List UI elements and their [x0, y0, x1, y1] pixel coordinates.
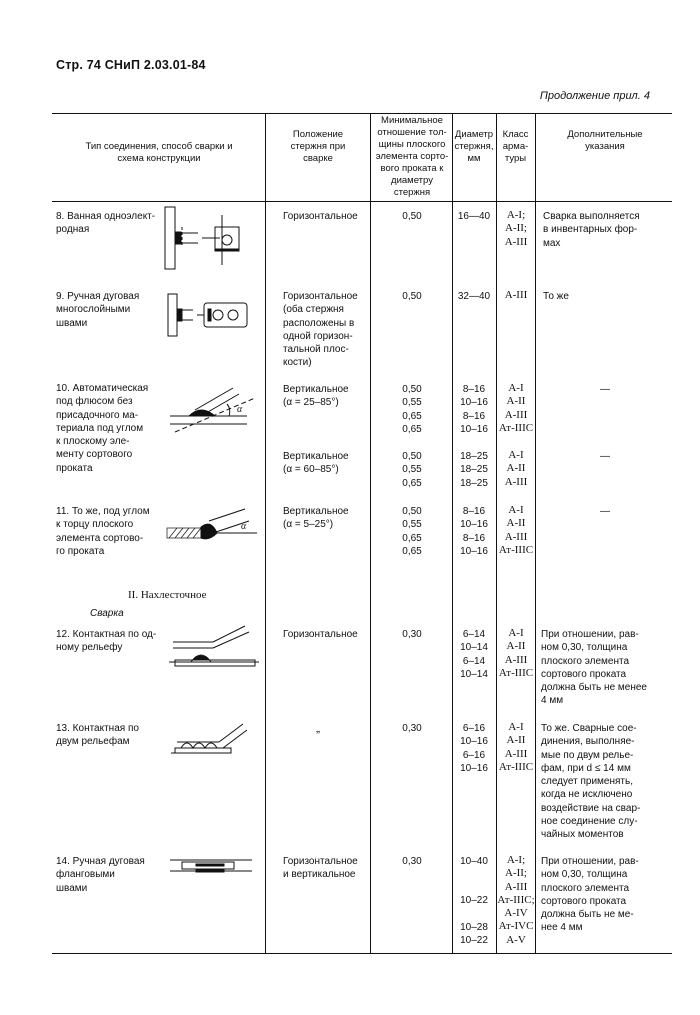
row-14-note: При отношении, рав- ном 0,30, толщина плоского элемента сортового проката должна быть не ме- нее 4 мм: [541, 856, 639, 934]
row-8-type: 8. Ванная одноэлект- родная: [56, 211, 156, 236]
row-9-ratio: 0,50: [402, 291, 422, 302]
row-10-position-a: Вертикальное (α = 25–85°): [283, 384, 349, 409]
row-11-ratio: 0,50 0,55 0,65 0,65: [402, 506, 422, 557]
end-angle-weld-diagram: [165, 505, 260, 550]
row-9-position: Горизонтальное (оба стержня расположены в одной горизон- тальной плос- кости): [283, 291, 358, 369]
column-divider: [265, 113, 266, 953]
section-title: II. Нахлесточное: [128, 589, 207, 601]
column-header-class: Класс арма- туры: [502, 129, 529, 164]
table-header-rule: [52, 201, 672, 202]
column-header-diameter: Диаметр стержня, мм: [454, 129, 494, 164]
row-11-type: 11. То же, под углом к торцу плоского элемента сортово- го проката: [56, 506, 150, 557]
row-10-ratio-a: 0,50 0,55 0,65 0,65: [402, 384, 422, 435]
row-9-class: А-III: [504, 289, 528, 301]
column-header-notes: Дополнительные указания: [567, 129, 643, 152]
section-subtitle: Сварка: [90, 608, 124, 619]
table-bottom-rule: [52, 953, 672, 954]
row-9-note: То же: [543, 291, 569, 302]
row-10-class-b: А-I А-II А-III: [504, 449, 528, 488]
row-12-diameter: 6–14 10–14 6–14 10–14: [460, 629, 488, 680]
row-8-ratio: 0,50: [402, 211, 422, 222]
column-header-position: Положение стержня при сварке: [290, 129, 346, 164]
row-11-position: Вертикальное (α = 5–25°): [283, 506, 349, 531]
row-10-type: 10. Автоматическая под флюсом без присадочного ма- териала под углом к плоскому эле- менту сортового проката: [56, 383, 149, 474]
row-12-class: А-I А-II А-III Ат-IIIС: [498, 627, 534, 679]
row-12-position: Горизонтальное: [283, 629, 358, 640]
row-14-diameter-b: 10–22 10–28 10–22: [460, 895, 488, 946]
row-14-diameter-a: 10–40: [460, 856, 488, 867]
row-12-type: 12. Контактная по од- ному рельефу: [56, 629, 157, 654]
row-9-type: 9. Ручная дуговая многослойными швами: [56, 291, 140, 329]
continuation-label: Продолжение прил. 4: [539, 90, 650, 102]
row-13-type: 13. Контактная по двум рельефам: [56, 723, 139, 748]
bath-welding-diagram: [160, 205, 250, 275]
row-12-note: При отношении, рав- ном 0,30, толщина плоского элемента сортового проката должна быть не менее 4 мм: [541, 629, 647, 707]
row-8-class: А-I; А-II; А-III: [504, 209, 528, 248]
row-10-position-b: Вертикальное (α = 60–85°): [283, 451, 349, 476]
multilayer-weld-diagram: [160, 290, 255, 345]
row-10-ratio-b: 0,50 0,55 0,65: [402, 451, 422, 489]
row-8-position: Горизонтальное: [283, 211, 358, 222]
row-10-note-a: —: [600, 384, 610, 395]
table-top-rule: [52, 113, 672, 114]
row-13-diameter: 6–16 10–16 6–16 10–16: [460, 723, 488, 774]
column-divider: [370, 113, 371, 953]
row-10-angle-label: α: [237, 404, 243, 415]
row-10-note-b: —: [600, 451, 610, 462]
row-10-diameter-b: 18–25 18–25 18–25: [460, 451, 488, 489]
column-header-type: Тип соединения, способ сварки и схема конструкции: [85, 141, 233, 164]
row-14-position: Горизонтальное и вертикальное: [283, 856, 358, 881]
row-13-ratio: 0,30: [402, 723, 422, 734]
row-10-class-a: А-I А-II А-III Ат-IIIС: [498, 382, 534, 434]
row-9-diameter: 32—40: [457, 291, 491, 302]
submerged-arc-angle-diagram: [165, 380, 260, 440]
row-13-class: А-I А-II А-III Ат-IIIС: [498, 721, 534, 773]
single-relief-diagram: [165, 622, 265, 677]
row-11-note: —: [600, 506, 610, 517]
page-title: Стр. 74 СНиП 2.03.01-84: [56, 58, 206, 72]
flank-weld-diagram: [168, 855, 258, 880]
row-11-angle-label: α: [241, 521, 247, 532]
row-14-ratio: 0,30: [402, 856, 422, 867]
row-14-class: А-I; А-II; А-III Ат-IIIС; А-IV Ат-IVС А-V: [497, 854, 535, 946]
row-11-diameter: 8–16 10–16 8–16 10–16: [460, 506, 488, 557]
row-13-note: То же. Сварные сое- динения, выполняе- мые по двум релье- фам, при d ≤ 14 мм следует применять, когда не исключено воздействие на свар- ное соединение слу- чайных моментов: [541, 723, 641, 841]
row-8-diameter: 16—40: [457, 211, 491, 222]
row-10-diameter-a: 8–16 10–16 8–16 10–16: [460, 384, 488, 435]
row-8-note: Сварка выполняется в инвентарных фор- мах: [543, 211, 640, 249]
column-header-ratio: Минимальное отношение тол- щины плоского элемента сорто- вого проката к диаметру стержня: [375, 115, 449, 198]
column-divider: [535, 113, 536, 953]
row-14-type: 14. Ручная дуговая фланговыми швами: [56, 856, 145, 894]
row-11-class: А-I А-II А-III Ат-IIIС: [498, 504, 534, 556]
row-12-ratio: 0,30: [402, 629, 422, 640]
row-13-position: „: [316, 721, 320, 735]
double-relief-diagram: [165, 718, 265, 768]
